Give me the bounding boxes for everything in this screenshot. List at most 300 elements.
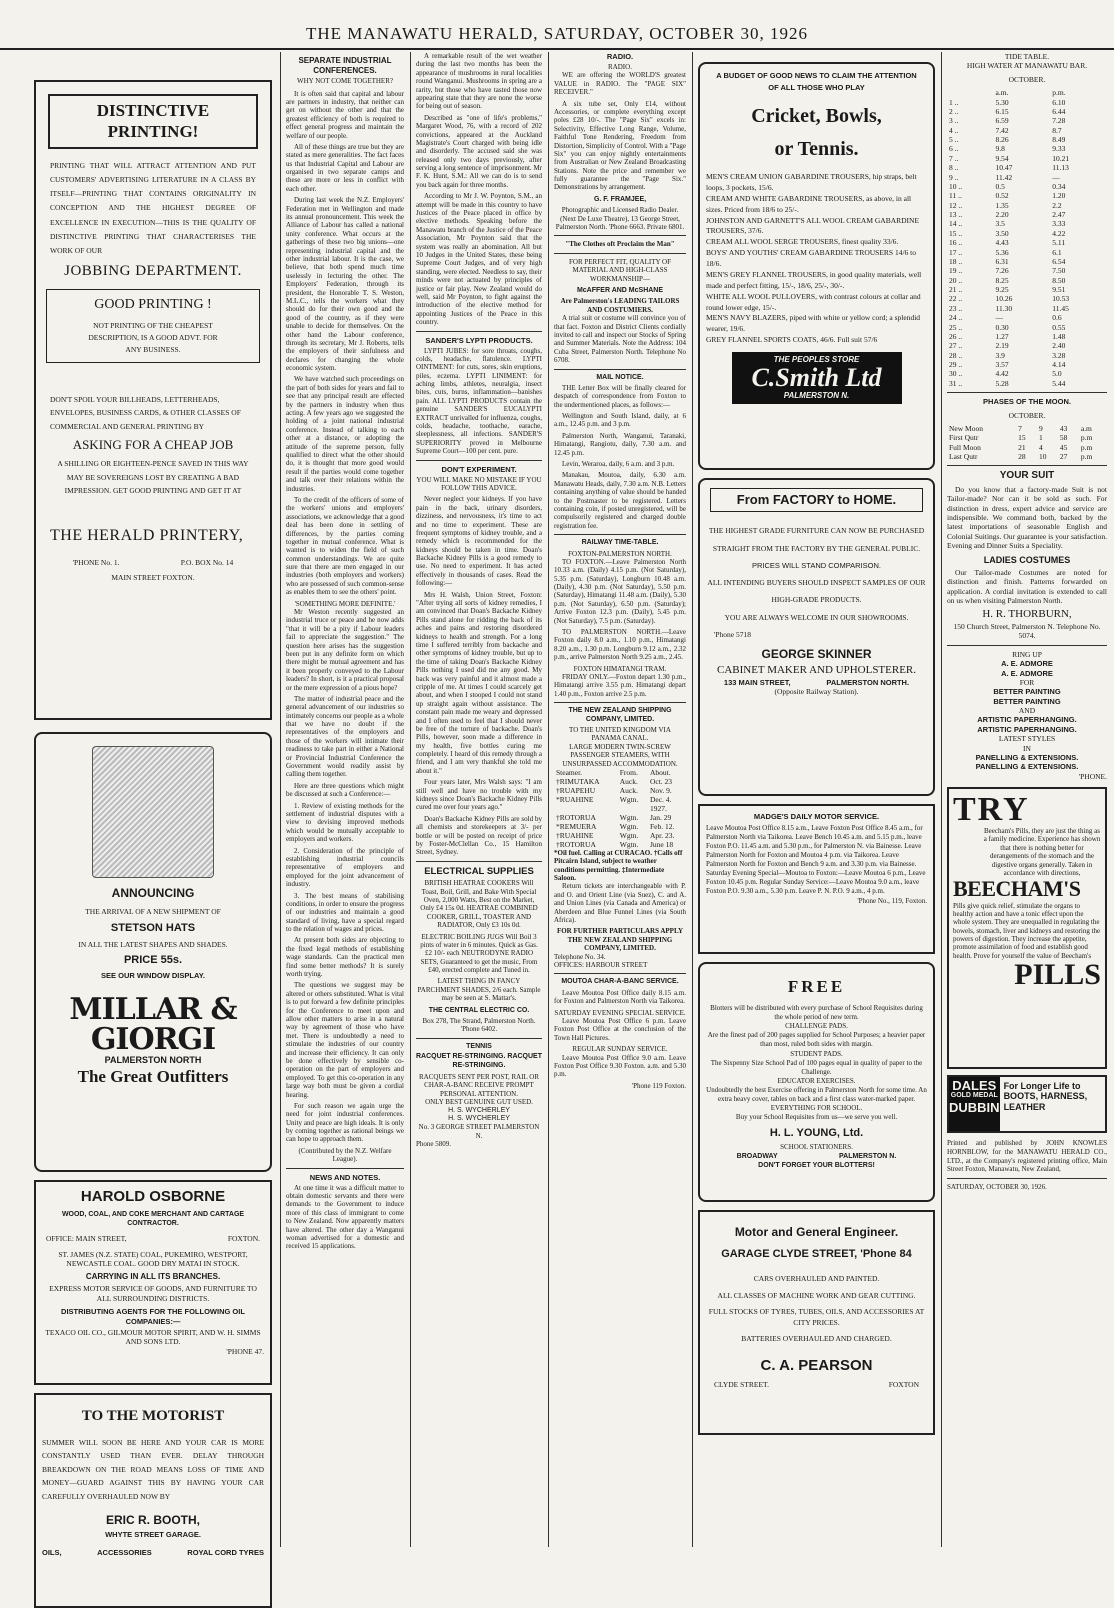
electrical-body: BRITISH HEATRAE COOKERS Will Toast, Boil, Grill, and Bake With Special Oven, 2,000 Watts, Best on the Market, Only £4 15s 0d. HEATRAE COMBINED COOKER, GRILL, TOASTER AND RADIATOR, Only £3 10s 0d. [420, 879, 538, 930]
announcing: ANNOUNCING [111, 886, 195, 900]
tide-month: OCTOBER. [1008, 74, 1046, 84]
tide-header: a.m. [995, 88, 1009, 98]
tide-header [947, 88, 994, 97]
stetson-hats: STETSON HATS [110, 922, 196, 935]
article-para: 3. The best means of stabilising conditions, in order to ensure the progress of our industries and maintain a good standard of living, have a special regard to the relation of wages and prices. [286, 891, 404, 934]
divider [947, 645, 1107, 646]
or-tennis: or Tennis. [774, 138, 859, 160]
tide-row [947, 323, 1107, 332]
tide-cell: 9 .. [949, 172, 959, 182]
admore: A. E. ADMORE [1001, 659, 1053, 669]
man-in-hat-illustration [92, 746, 214, 878]
tide-row [947, 238, 1107, 247]
tide-row [947, 266, 1107, 275]
tide-cell: 7.42 [995, 125, 1009, 135]
tide-row [947, 163, 1107, 172]
tide-cell: 11.42 [995, 172, 1013, 182]
tide-cell: 5.30 [995, 97, 1009, 107]
young-sub: SCHOOL STATIONERS. [780, 1142, 853, 1151]
booth-oils: OILS, [42, 1547, 62, 1557]
article-para: For such reason we again urge the need for joint industrial conferences. Unity and peace are high ideals. It is only by coming together as rational beings we can hope to approach them. [286, 1101, 404, 1144]
tide-cell: 3.9 [995, 350, 1005, 360]
divider [554, 235, 686, 236]
tide-cell: 0.5 [995, 181, 1005, 191]
article-para: At present both sides are objecting to the fixed legal methods of establishing wage standards. Can the practical men find some better methods? It is surely worth trying. [286, 936, 404, 979]
panelling: PANELLING & EXTENSIONS. [975, 752, 1079, 762]
cheap-job: ASKING FOR A CHEAP JOB [72, 437, 234, 452]
electrical-title: ELECTRICAL SUPPLIES [424, 865, 534, 877]
osborne-phone: 'PHONE 47. [226, 1346, 264, 1356]
tide-row [947, 173, 1107, 182]
osborne-coal: ST. JAMES (N.Z. STATE) COAL, PUKEMIRO, WESTPORT, NEWCASTLE COAL. GOOD DRY MATAI IN STOCK. [58, 1249, 248, 1268]
smith-item: CREAM AND WHITE GABARDINE TROUSERS, as above, in all sizes. Priced from 18/6 to 25/-. [706, 193, 912, 214]
tide-cell: 15 .. [949, 228, 963, 238]
regular-phone: 'Phone 119 Foxton. [631, 1081, 686, 1090]
distinctive-body: PRINTING THAT WILL ATTRACT ATTENTION AND PUT CUSTOMERS' ADVERTISING LITERATURE IN A CLASS BY ITSELF—PRINTING THAT CONTAINS ORIGINALITY IN CONCEPTION AND THE HIGHEST DEGREE OF EXCELLENCE IN EXECUTION—THIS IS THE QUALITY OF DISTINCTIVE PRINTING THAT CHARACTERISES THE WORK OF OUR [50, 160, 256, 255]
printery-phone: 'PHONE No. 1. [72, 557, 120, 567]
divider [416, 460, 542, 461]
tide-row [947, 116, 1107, 125]
young-town: PALMERSTON N. [839, 1152, 897, 1160]
radio-body-2: A six tube set, Only £14, without Accessories, or complete everything except poles £28 10/-. The "Page Six" excels in: Selectivity, Effective Long Range, Volume, Faithful Tone Rendering, Freedom from Distortion, Simplicity of Control. With a "Page Six" you can enjoy nightly entertainments from Australian or New Zealand Broadcasting Stations. Note the price and remember we fully guarantee the "Page Six." Demonstrations by arrangement. [554, 99, 686, 192]
tide-cell: 9.54 [995, 153, 1009, 163]
clothes-body: FOR PERFECT FIT, QUALITY OF MATERIAL AND HIGH-CLASS WORKMANSHIP— [569, 257, 671, 283]
tide-cell: 7 .. [949, 153, 959, 163]
moon-cell: 45 [1059, 442, 1068, 452]
divider [554, 702, 686, 703]
radio-title-2: RADIO. [608, 63, 632, 71]
tide-row [947, 360, 1107, 369]
shipping-title: THE NEW ZEALAND SHIPPING COMPANY, LIMITED. [568, 707, 672, 723]
tide-cell: 30 .. [949, 369, 963, 379]
article-credit: (Contributed by the N.Z. Welfare League). [298, 1146, 392, 1164]
experiment-body: Never neglect your kidneys. If you have pain in the back, urinary disorders, dizziness, and nervousness, it's time to act and no time to experiment. These are frequent symptoms of kidney trouble, and a remedy which is recommended for the kidneys should be taken in time. Doan's Backache Kidney Pills is a good remedy to use. No need to experiment. It has acted effectively in thousands of cases. Read the following:— [416, 495, 542, 588]
ship-cell: Wgtn. [619, 794, 639, 804]
rail-body-2: TO PALMERSTON NORTH.—Leave Foxton daily 8.0 a.m., 1.10 p.m., Himatangi 8.20 a.m., 1.30 p.m. Longburn 9.12 a.m., 2.32 p.m., arrive Palmerston North 9.25 a.m., 2.45. [554, 628, 686, 662]
tide-cell: 25 .. [949, 322, 963, 332]
tide-cell: 5 .. [949, 135, 959, 144]
suit-title: YOUR SUIT [999, 470, 1055, 482]
tide-cell: 11 .. [949, 191, 962, 201]
tide-cell: 4.42 [995, 369, 1009, 379]
moutoa-saturday-body: Leave Moutoa Post Office 6 p.m. Leave Foxton Post Office at the conclusion of the Town Hall Pictures. [554, 1016, 686, 1042]
ship-cell [618, 804, 648, 813]
tide-cell: 8.25 [995, 275, 1009, 285]
printery-contact [42, 558, 264, 567]
tide-cell: 2 .. [949, 106, 959, 116]
herald-printery-ad [34, 80, 272, 720]
shapes-text: IN ALL THE LATEST SHAPES AND SHADES. [78, 940, 228, 950]
shipping-offices: OFFICES: HARBOUR STREET [554, 960, 648, 969]
divider [947, 465, 1107, 466]
c-smith-city: PALMERSTON N. [783, 391, 850, 400]
tide-cell: 8 .. [949, 163, 959, 173]
tide-cell: 2.20 [995, 210, 1009, 219]
factory-title: From FACTORY to HOME. [710, 488, 923, 512]
moon-cell: 15 [1018, 433, 1026, 443]
moon-title: PHASES OF THE MOON. [983, 397, 1071, 407]
moon-row [947, 424, 1107, 433]
better-painting-2: BETTER PAINTING [993, 696, 1061, 706]
tide-cell: 10 .. [949, 181, 963, 191]
booth-name: ERIC R. BOOTH, [105, 1513, 200, 1528]
tide-cell: 20 .. [949, 275, 963, 285]
smith-item: CREAM ALL WOOL SERGE TROUSERS, finest quality 33/6. [706, 237, 899, 247]
tide-row [947, 285, 1107, 294]
tide-cell: 6.54 [1052, 256, 1066, 266]
article-para: It is often said that capital and labour are partners in industry, that neither can get on without the other and that the greatest efficiency of both is required to effect general progress and maintain the welfare of our people. [286, 89, 404, 140]
moon-cell: 7 [1018, 423, 1022, 433]
news-para: Described as "one of life's problems," Margaret Wood, 76, with a record of 202 convictions, appeared at the Auckland Magistrate's Court charged with being idle and disorderly. The accused said she was released only two days previously, after serving a long sentence of imprisonment. Mr F. K. Hunt, S.M.: All we can do is to send you back again for three months. [416, 113, 542, 189]
for-text: FOR [1019, 677, 1035, 687]
tide-cell: 6.10 [1052, 97, 1066, 107]
shipping-company: THE NEW ZEALAND SHIPPING COMPANY, LIMITED. [567, 935, 673, 953]
moutoa-title: MOUTOA CHAR-A-BANC SERVICE. [561, 978, 679, 986]
tide-cell: 6.15 [995, 106, 1009, 116]
dales-dubbin-ad [947, 1075, 1107, 1133]
ship-cell: †RUAPEHU [556, 785, 596, 795]
good-printing-body: NOT PRINTING OF THE CHEAPEST DESCRIPTION, IS A GOOD ADVT. FOR ANY BUSINESS. [88, 320, 218, 354]
c-smith-logo [732, 352, 902, 404]
tide-cell: 1.35 [995, 200, 1009, 210]
radio-title: RADIO. [606, 52, 634, 61]
mail-body-2: Wellington and South Island, daily, at 6 a.m., 12.45 p.m. and 3 p.m. [554, 412, 686, 429]
tide-cell: 3.33 [1052, 219, 1066, 229]
column-rule [280, 52, 281, 1547]
ring-up: RING UP [1012, 649, 1042, 659]
shipping-note: *Oil fuel. Calling at CURACAO. †Calls off Pitcairn Island, subject to weather conditions permitting. ‡Intermediate Saloon. [554, 848, 683, 883]
tide-cell: — [1052, 172, 1060, 182]
tram-title: FOXTON HIMATANGI TRAM. [573, 664, 667, 673]
smith-headline: A BUDGET OF GOOD NEWS TO CLAIM THE ATTENTION OF ALL THOSE WHO PLAY [716, 71, 917, 92]
tide-cell: 9.33 [1052, 144, 1066, 154]
tide-row [947, 107, 1107, 116]
tide-row [947, 154, 1107, 163]
moon-cell: New Moon [949, 423, 983, 433]
tide-row [947, 379, 1107, 388]
educator-title: EDUCATOR EXERCISES. [777, 1076, 856, 1085]
walsh-testimonial: Mrs H. Walsh, Union Street, Foxton: "After trying all sorts of kidney remedies, I am convinced that Doan's Backache Kidney Pills stand alone for ridding the back of its aches and pains and restoring disordered kidneys to health and strength. For a long time I suffered terribly from backache and other symptoms of kidney trouble, but up to the time of taking Doan's Backache Kidney Pills nothing I used did me any good. My back was very painful and it almost made a cripple of me. At times I could scarcely get about, and when I stooped I could not stand up straight again without assistance. The constant pain made me weary and depressed and I often used to feel that I should never be free of the torture of backache. Doan's Pills, however, soon made a difference in my health, five bottles curing me completely. I heard of this remedy through a friend, and I am very thankful she told me about it." [416, 590, 542, 775]
tide-cell: — [995, 313, 1004, 323]
motorist-ad [34, 1393, 272, 1608]
tide-row [947, 182, 1107, 191]
imprint-date: SATURDAY, OCTOBER 30, 1926. [947, 1183, 1047, 1191]
ship-cell: †ROTORUA [556, 839, 596, 849]
great-outfitters: The Great Outfitters [77, 1066, 229, 1086]
shipping-header: From. [619, 767, 638, 777]
smith-item: MEN'S NAVY BLAZERS, piped with white or yellow cord; a splendid wearer, 19/6. [706, 313, 921, 334]
moon-cell: a.m [1080, 423, 1092, 433]
skinner-ad [698, 478, 935, 796]
shipping-header-row [554, 768, 686, 777]
pearson-ad [698, 1210, 935, 1435]
tide-cell: 0.34 [1052, 181, 1066, 191]
tide-row [947, 248, 1107, 257]
wycherley-2: H. S. WYCHERLEY [448, 1114, 510, 1122]
everything-school: EVERYTHING FOR SCHOOL. [770, 1104, 863, 1113]
tide-cell: 29 .. [949, 360, 963, 369]
tide-cell: 1.27 [995, 331, 1009, 341]
millar-giorgi-ad [34, 732, 272, 1172]
tide-header: p.m. [1052, 88, 1066, 98]
tide-cell: 2.19 [995, 341, 1009, 351]
column-rule [941, 52, 942, 1547]
madge-body: Leave Moutoa Post Office 8.15 a.m., Leave Foxton Post Office 8.45 a.m., for Palmerston North via Taikorea. Leave Bench 10.45 a.m. and 5.15 p.m., leave Foxton P.O. 11.45 a.m. and 5.30 p.m., for Palmerston N. via Bainesse. Leave Palmerston North for Foxton and Moutoa 4 p.m. via Taikorea. Leave Palmerston North for Foxton and Bench 9 a.m. and 3.30 p.m. via Bainesse. Saturday Evening Special—Moutoa to Foxton:—Leave Moutoa 6 p.m., Leave Foxton 10.45 p.m. Regular Sunday Service:—Leave Moutoa 9.0 a.m., leave Foxton P.O. 9.30 a.m., 5.30 p.m. Leave P. N. P.O. 9 a.m., 4 p.m. [706, 823, 926, 896]
tide-cell: 21 .. [949, 285, 963, 294]
tide-cell: 4.14 [1052, 360, 1066, 369]
smith-item: GREY FLANNEL SPORTS COATS, 46/6. Full suit 57/6 [706, 335, 878, 345]
mail-body-5: Manakau, Moutoa, daily, 6.30 a.m. Manawatu Heads, daily, 7.30 a.m. N.B. Letters containing anything of value should be handed to the Postmaster to be registered. Letters containing coin, if posted unregistered, will be compulsorily registered and charged double registration fee. [554, 471, 686, 530]
divider [286, 1168, 404, 1169]
batteries: BATTERIES OVERHAULED AND CHARGED. [741, 1334, 892, 1344]
educator-body: Undoubtedly the best Exercise offering in Palmerston North for some time. An extra heavy cover, tables on back and a first class water-marked paper. [706, 1085, 927, 1104]
artistic-paperhanging-2: ARTISTIC PAPERHANGING. [977, 724, 1077, 734]
divider [947, 1178, 1107, 1179]
pearson-town: FOXTON [888, 1379, 919, 1389]
tide-row [947, 332, 1107, 341]
tide-cell: 11.13 [1052, 163, 1069, 173]
article-para: All of these things are true but they are stated as mere generalities. The fact faces us that Industrial Capital and Labour are organised in two separate camps and these are more or less in conflict with each other. [286, 142, 404, 193]
regular-sunday-body: Leave Moutoa Post Office 9.0 a.m. Leave Foxton Post Office 9.30 Foxton. a.m. and 5.30 p.m. [554, 1053, 686, 1079]
news-para: A remarkable result of the wet weather during the last two months has been the appearance of mushrooms in rural localities round Wanganui. Mushrooms in spring are a rarity, but those who have tasted those now appearing state that they are none the worse for being out of season. [416, 52, 542, 111]
column-6 [947, 52, 1107, 1547]
tide-cell: 4 .. [949, 125, 959, 135]
tide-cell: 6.59 [995, 116, 1009, 126]
shipping-table [554, 768, 686, 849]
tide-cell: 5.11 [1052, 238, 1066, 248]
ship-cell: Apr. 23. [649, 830, 675, 840]
article-para: We have watched such proceedings on the part of both sides for years and fail to see that any principal result are effected by the partners in industry when thus acting. A few years ago we suggested the holding of a joint national industrial conference. Instead of talking to each other at a distance, or adopting the attitude of the supreme person, fully qualified to direct what the other should do, it is thought that more good would result if the parties would come together and talk over their relations within the industries. [286, 375, 404, 493]
printers-imprint: Printed and published by JOHN KNOWLES HORNBLOW, for the MANAWATU HERALD CO., LTD., at the Company's registered printing office, Main Street Foxton, Manawatu, New Zealand, [947, 1139, 1107, 1174]
tide-cell: 7.28 [1052, 116, 1066, 126]
thorburn-name: H. R. THORBURN, [982, 608, 1072, 621]
tide-cell: 8.49 [1052, 135, 1066, 144]
tide-cell: 10.26 [995, 294, 1013, 304]
wycherley-phone: Phone 5809. [416, 1140, 451, 1149]
c-smith-ad [698, 62, 935, 470]
osborne-texaco: TEXACO OIL CO., GILMOUR MOTOR SPIRIT, AND W. H. SIMMS AND SONS LTD. [45, 1327, 261, 1347]
mail-body-4: Levin, Weraroa, daily, 6 a.m. and 3 p.m. [562, 460, 675, 469]
skinner-sub: CABINET MAKER AND UPHOLSTERER. [716, 664, 917, 677]
tide-cell: 1.20 [1052, 191, 1066, 201]
ladies-costumes: LADIES COSTUMES [983, 554, 1071, 565]
moon-row [947, 443, 1107, 452]
dales-name: DALES [952, 1078, 997, 1093]
osborne-sub: WOOD, COAL, AND COKE MERCHANT AND CARTAGE CONTRACTOR. [61, 1210, 245, 1227]
shipping-row [554, 822, 686, 831]
tide-cell: 13 .. [949, 210, 963, 219]
news-para: At one time it was a difficult matter to obtain domestic servants and there were demands to the Government to induce more of this class of immigrant to come to New Zealand. Now apparently matters have altered. The other day a Wanganui woman advertised for a domestic and received 15 applications. [286, 1183, 404, 1251]
tide-row [947, 210, 1107, 219]
osborne-town: FOXTON. [227, 1234, 260, 1244]
rail-body: TO FOXTON.—Leave Palmerston North 10.33 a.m. (Daily) 4.15 p.m. (Not Saturday), 5.35 p.m. (Saturday), Longburn 10.48 a.m. (Daily), 4.30 p.m. (Not Saturday), 5.50 p.m. (Saturday), Himatangi 11.48 a.m. (Daily), 5.30 p.m. (Not Saturday), 6.50 p.m. (Saturday); Arrive Foxton 12.3 p.m. (Daily), 5.45 p.m. (Not Saturday), 7.5 p.m. (Saturday). [554, 557, 686, 625]
osborne-carrying: CARRYING IN ALL ITS BRANCHES. [85, 1272, 221, 1282]
tide-cell: 3.5 [995, 219, 1005, 229]
dales-dubbin: DUBBIN [949, 1099, 1000, 1115]
divider [554, 253, 686, 254]
printery-street: MAIN STREET FOXTON. [111, 573, 195, 583]
beechams-ad [947, 787, 1107, 1069]
shipping-row [554, 831, 686, 840]
booth-garage: WHYTE STREET GARAGE. [105, 1530, 201, 1540]
dales-logo [949, 1077, 1000, 1131]
tide-cell: 5.28 [995, 378, 1009, 388]
tide-cell: 3.57 [995, 360, 1009, 369]
shipping-row [554, 804, 686, 813]
skinner-opposite: (Opposite Railway Station). [774, 687, 859, 697]
shipping-body: LARGE MODERN TWIN-SCREW PASSENGER STEAMERS, WITH UNSURPASSED ACCOMMODATION. [562, 742, 678, 768]
factory-welcome: YOU ARE ALWAYS WELCOME IN OUR SHOWROOMS. [724, 612, 909, 622]
beecham-body: Beecham's Pills, they are just the thing as a family medicine. Experience has shown that there is nothing better for derangements of the stomach and the digestive organs generally. Taken in accordance with directions, [983, 827, 1101, 877]
printery-pobox: P.O. BOX No. 14 [180, 557, 234, 567]
student-title: STUDENT PADS. [790, 1049, 843, 1058]
tide-row [947, 304, 1107, 313]
blotters-reminder: DON'T FORGET YOUR BLOTTERS! [758, 1161, 875, 1169]
experiment-title: DON'T EXPERIMENT. [441, 464, 517, 474]
young-ad [698, 962, 935, 1202]
moon-cell: 58 [1059, 433, 1068, 443]
pills-headline: PILLS [1014, 958, 1101, 992]
buy-text: Buy your School Requisites from us—we serve you well. [735, 1113, 898, 1122]
divider [554, 973, 686, 974]
moon-cell: p.m [1080, 452, 1093, 461]
booth-tyres: ROYAL CORD TYRES [187, 1547, 264, 1557]
moon-cell: Full Moon [949, 442, 981, 452]
madge-title: MADGE'S DAILY MOTOR SERVICE. [753, 812, 880, 821]
ship-cell: Wgtn. [619, 839, 639, 849]
column-rule [410, 52, 411, 1547]
machine-work: ALL CLASSES OF MACHINE WORK AND GEAR CUTTING. [717, 1290, 916, 1300]
tide-cell: 7.50 [1052, 266, 1066, 276]
ship-cell: Jan. 29 [649, 812, 672, 822]
tide-row [947, 126, 1107, 135]
tide-cell: 6 .. [949, 144, 959, 154]
smith-items [706, 172, 927, 346]
ship-cell: †RIMUTAKA [556, 776, 600, 786]
and-text: AND [1018, 706, 1036, 715]
shipping-note-2: Return tickets are interchangeable with P. and O. and Orient Line (via Suez), C. and A. and Union Lines (via Canada and America) or Aberdeen and Blue Funnel Lines (via South Africa). [554, 882, 686, 925]
ship-cell: Nov. 9. [649, 785, 672, 795]
osborne-office: OFFICE: MAIN STREET, [46, 1234, 127, 1244]
tide-cell: 5.36 [995, 247, 1009, 257]
electrical-body-2: ELECTRIC BOILING JUGS Will Boil 3 pints of water in 6 minutes. Quick as Gas. £2 10/- each NEUTRODYNE RADIO SETS, Guaranteed to get the music, From £40, erected complete and Tuned in. [420, 932, 538, 975]
tide-cell: 0.52 [995, 191, 1009, 201]
tennis-sub: RACQUET RE-STRINGING. RACQUET RE-STRINGING. [416, 1053, 542, 1069]
tide-cell: 19 .. [949, 266, 963, 276]
tide-cell: 6.31 [995, 256, 1009, 266]
tide-row [947, 351, 1107, 360]
challenge-title: CHALLENGE PADS. [785, 1022, 848, 1031]
tide-cell: 3.50 [995, 228, 1009, 238]
moutoa-saturday: SATURDAY EVENING SPECIAL SERVICE. [554, 1008, 686, 1017]
mcaffer-body: A trial suit or costume will convince you of that fact. Foxton and District Clients cordially invited to call and inspect our Stocks of Spring and Summer Materials. Note the Address: 104 Cuba Street, Palmerston North. Telephone No 6708. [554, 314, 686, 365]
sander-title: SANDER'S LYPTI PRODUCTS. [425, 335, 533, 345]
smith-item: WHITE ALL WOOL PULLOVERS, with contrast colours at collar and round lower edge, 15/-. [706, 291, 921, 312]
challenge-body: Are the finest pad of 200 pages supplied for School Purposes; a heavier paper than most, ruled both sides with margin. [707, 1031, 926, 1049]
smith-item: JOHNSTON AND GARNETT'S ALL WOOL CREAM GABARDINE TROUSERS, 37/6. [706, 215, 920, 236]
booth-accessories: ACCESSORIES [97, 1547, 152, 1557]
tide-cell: 11.45 [1052, 303, 1069, 313]
mcaffer-sub: Are Palmerston's LEADING TAILORS AND COSTUMIERS. [560, 297, 680, 314]
factory-body-2: ALL INTENDING BUYERS SHOULD INSPECT SAMPLES OF OUR HIGH-GRADE PRODUCTS. [707, 578, 926, 605]
ship-cell: Dec. 4. [649, 794, 672, 804]
peoples-store: THE PEOPLES STORE [773, 355, 860, 364]
young-address-row [706, 1152, 927, 1161]
moon-cell: 43 [1059, 423, 1068, 433]
masthead-title: THE MANAWATU HERALD, SATURDAY, OCTOBER 30, 1926 [306, 24, 808, 43]
tide-cell: 9.8 [995, 144, 1005, 154]
divider [416, 1038, 542, 1039]
pills-body: Pills give quick relief, stimulate the organs to healthy action and have a tonic effect upon the whole system. They are unequalled in regulating the bowels, stomach, liver and kidneys and restoring the powers of digestion. They increase the appetite, promote assimilation of food and establish good health. Prove for yourself the value of Beecham's [953, 901, 1101, 960]
moon-row [947, 433, 1107, 442]
tennis-title: TENNIS [466, 1042, 492, 1050]
tide-cell: 6.44 [1052, 106, 1066, 116]
moutoa-body: Leave Moutoa Post Office daily 8.15 a.m. for Foxton and Palmerston North via Taikorea. [554, 988, 686, 1006]
herald-printery: THE HERALD PRINTERY, [50, 526, 244, 544]
osborne-agents: DISTRIBUTING AGENTS FOR THE FOLLOWING OIL COMPANIES:— [61, 1307, 245, 1326]
tide-cell: 22 .. [949, 294, 963, 304]
radio-body: WE are offering the WORLD'S greatest VALUE in RADIO. The "PAGE SIX" RECEIVER." [554, 71, 686, 97]
tide-cell: 6.1 [1052, 247, 1062, 257]
cars-overhauled: CARS OVERHAULED AND PAINTED. [753, 1274, 880, 1284]
moon-cell: 21 [1018, 442, 1026, 452]
column-1 [34, 52, 272, 1557]
cricket-bowls: Cricket, Bowls, [751, 105, 882, 127]
smith-item: BOYS' AND YOUTHS' CREAM GABARDINE TROUSERS 14/6 to 18/6. [706, 248, 917, 268]
tide-header-row [947, 88, 1107, 97]
tide-cell: 0.55 [1052, 322, 1066, 332]
shipping-header: About. [649, 767, 671, 777]
smith-item: MEN'S CREAM UNION GABARDINE TROUSERS, hip straps, belt loops, 3 pockets, 15/6. [706, 172, 917, 192]
article-para: The matter of industrial peace and the general advancement of our industries so intimately concerns our people as a whole that we have no doubt if the representatives of the employers and those of the workers will intimate their readiness to take part in either a National or Provincial Industrial Conference the Government would readily assist by calling them together. [286, 694, 404, 779]
tide-cell: 7.26 [995, 266, 1009, 276]
millar-giorgi-city: PALMERSTON NORTH [104, 1054, 202, 1065]
article-subtitle: WHY NOT COME TOGETHER? [297, 77, 393, 86]
c-smith-name: C.Smith Ltd [751, 363, 882, 392]
spoil-text: DON'T SPOIL YOUR BILLHEADS, LETTERHEADS, ENVELOPES, BUSINESS CARDS, & OTHER CLASSES OF COMMERCIAL AND GENERAL PRINTING BY [50, 394, 241, 431]
cheap-body: A SHILLING OR EIGHTEEN-PENCE SAVED IN THIS WAY MAY BE SOVEREIGNS LOST BY CREATING A BAD IMPRESSION. GET GOOD PRINTING AND GET IT AT [57, 459, 249, 496]
ship-cell: June 18 [649, 839, 674, 849]
moon-cell: p.m [1080, 433, 1093, 443]
column-4 [554, 52, 686, 1547]
motor-engineer: Motor and General Engineer. [734, 1225, 899, 1239]
tide-cell: 3 .. [949, 116, 959, 126]
ship-cell: Feb. 12. [649, 821, 675, 831]
moon-cell: 10 [1039, 452, 1047, 461]
tide-row [947, 257, 1107, 266]
tide-row [947, 191, 1107, 200]
divider [554, 534, 686, 535]
tide-cell: 11.30 [995, 303, 1013, 313]
moon-row [947, 452, 1107, 461]
madge-ad [698, 804, 935, 954]
tide-cell: 8.50 [1052, 275, 1066, 285]
mail-title: MAIL NOTICE. [596, 373, 644, 381]
shipping-row [554, 795, 686, 804]
mail-body: THE Letter Box will be finally cleared for despatch of correspondence from Foxton to the undermentioned places, as follows:— [554, 383, 686, 409]
shipping-header: Steamer. [556, 767, 583, 777]
tide-cell: 2.47 [1052, 210, 1066, 219]
jobbing-department: JOBBING DEPARTMENT. [64, 263, 242, 280]
suit-body: Do you know that a factory-made Suit is not Tailor-made? Nor can it be sold as such. For distinction in dress, expert advice and service are indispensible. We command both, backed by the latest importations of seasonable English and Colonial Suitings. Our guarantee is your satisfaction. Evening and Dinner Suits a Speciality. [947, 484, 1107, 551]
young-address: BROADWAY [736, 1152, 778, 1160]
column-2 [286, 52, 404, 1547]
column-3 [416, 52, 542, 1547]
student-body: The Sixpenny Size School Pad of 100 pages equal in quality of paper to the Challenge. [710, 1058, 923, 1076]
column-rule [692, 52, 693, 1547]
pearson-name: C. A. PEARSON [760, 1356, 873, 1374]
tide-cell: 24 .. [949, 313, 963, 323]
